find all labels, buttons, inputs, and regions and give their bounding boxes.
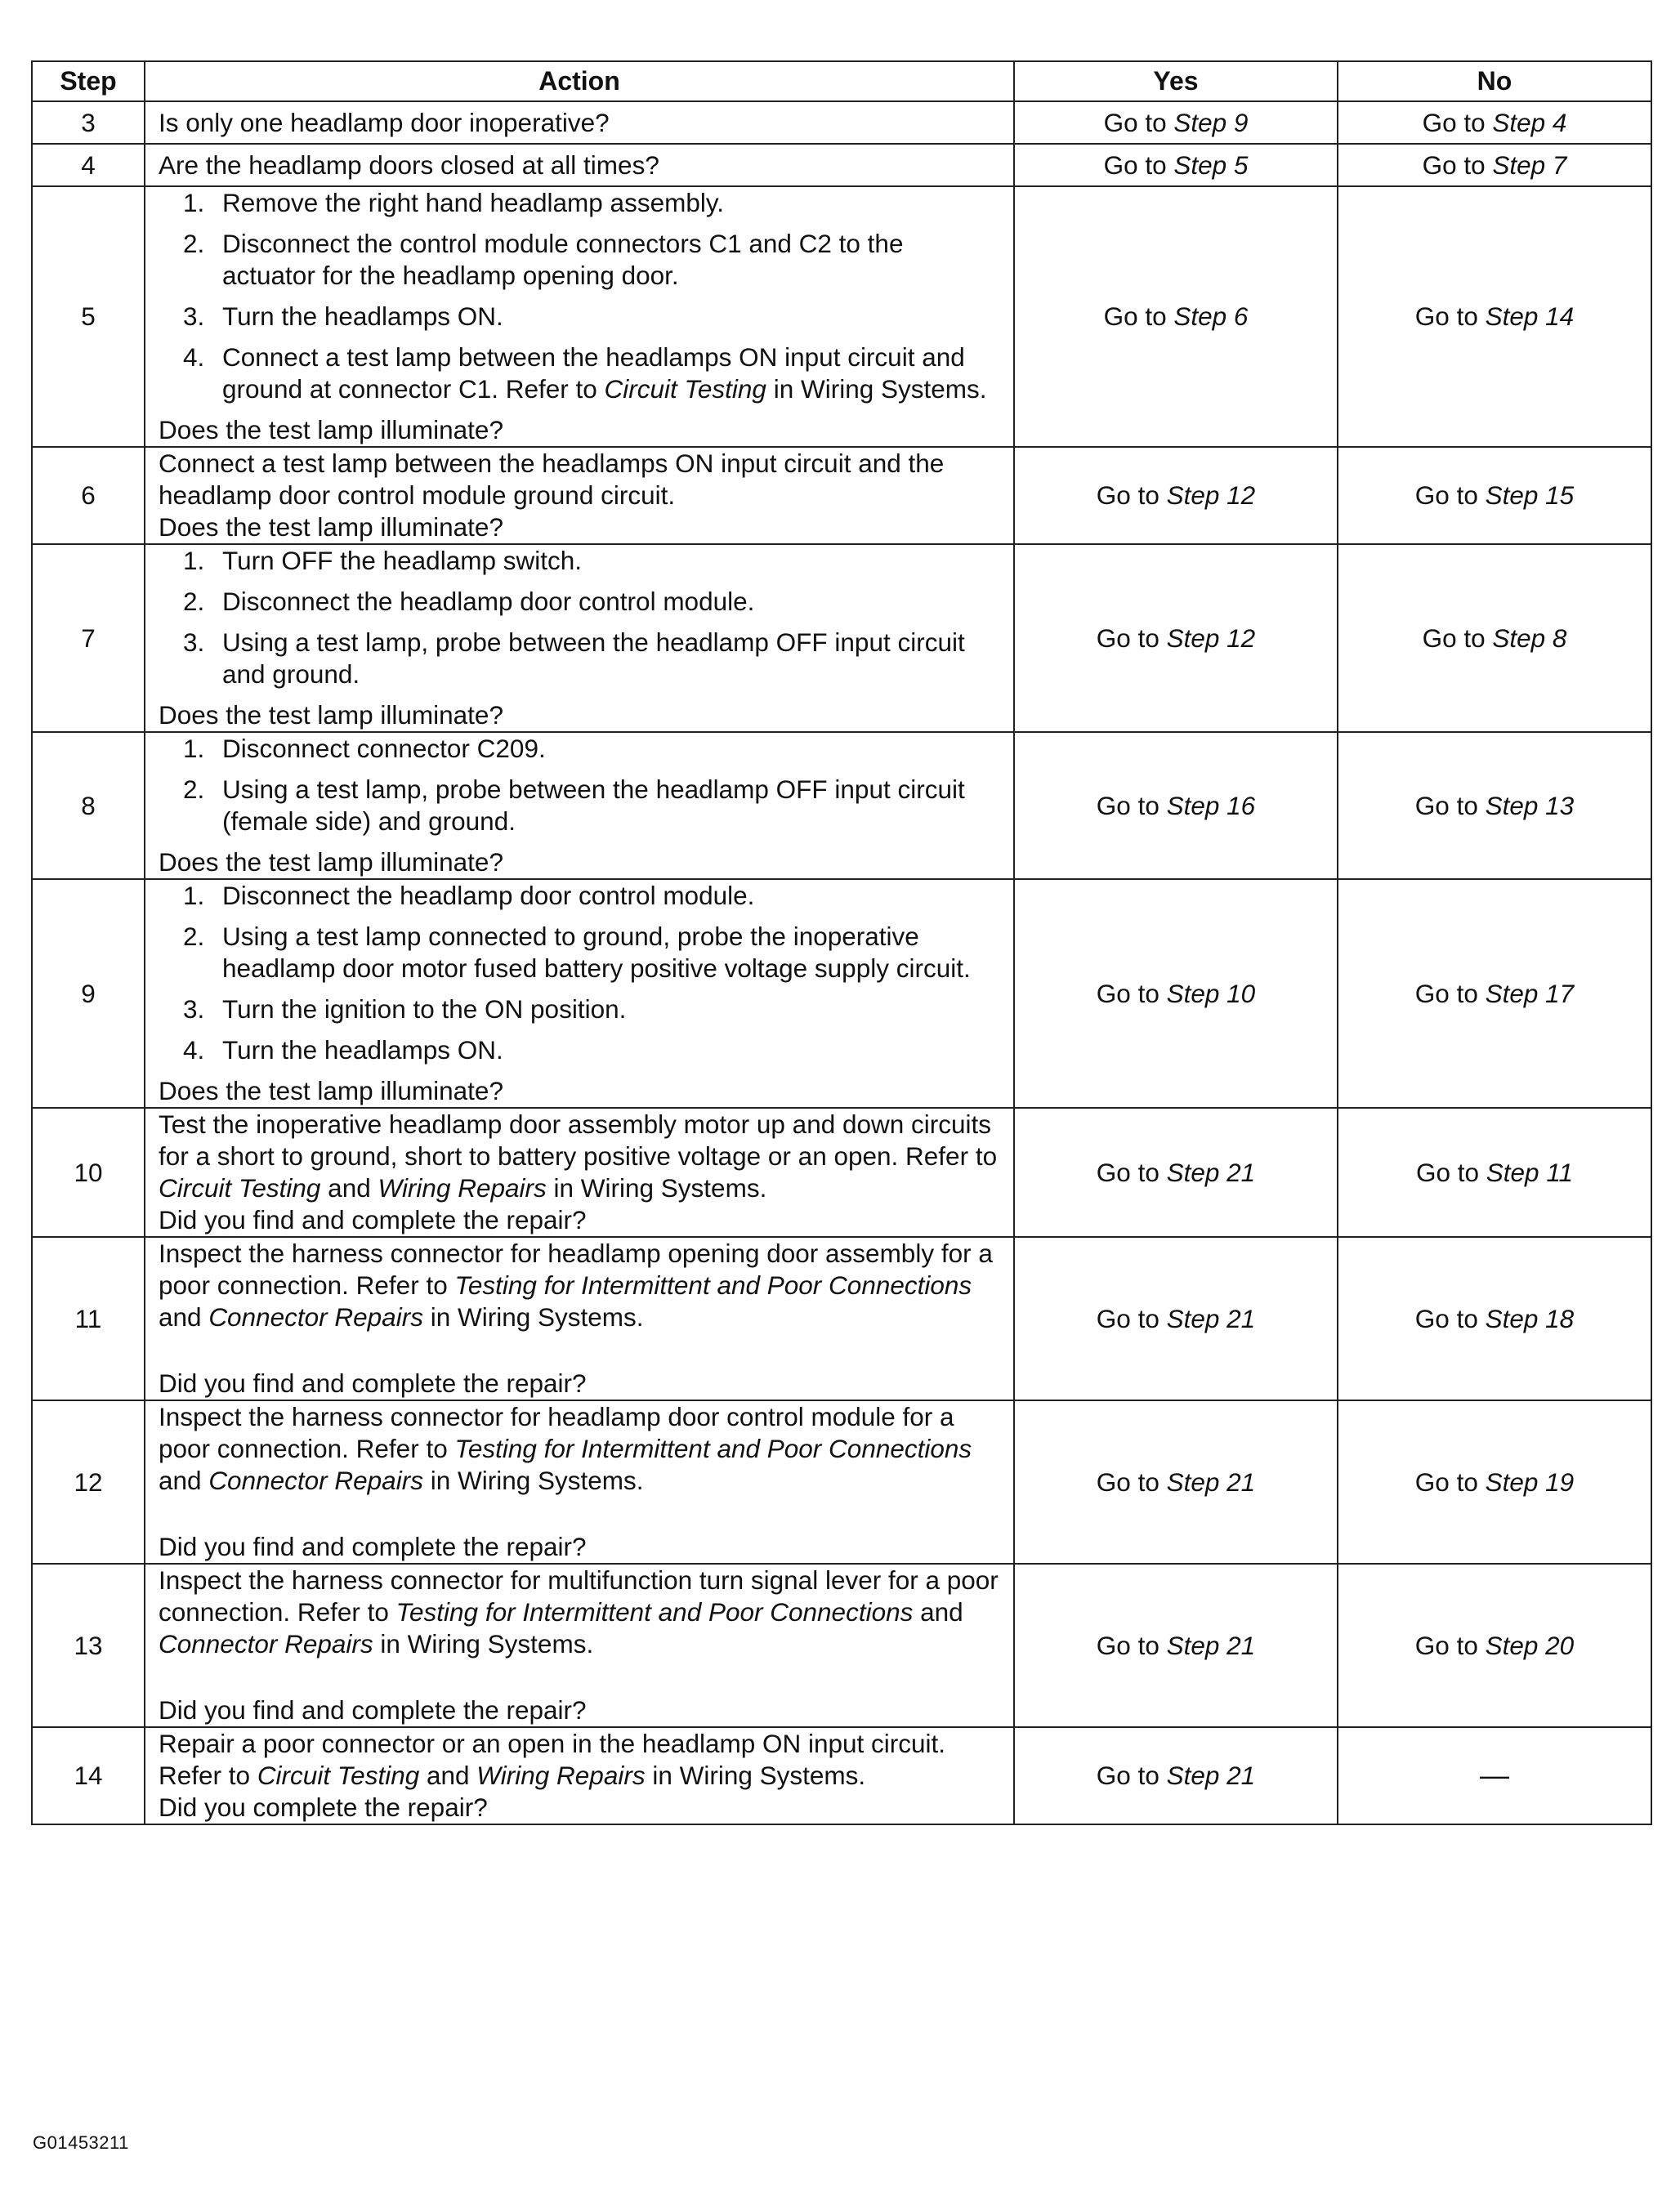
action-step-item bbox=[159, 545, 1000, 577]
text-segment: Inspect the harness connector for headlamp door control module for a poor connection. Refer to bbox=[159, 1402, 954, 1463]
table-row-step-11 bbox=[32, 1237, 1651, 1400]
table-row-step-13 bbox=[32, 1564, 1651, 1727]
reference-link: Connector Repairs bbox=[208, 1302, 423, 1332]
action-steps-list bbox=[159, 880, 1000, 1066]
yes-step-link: Step 16 bbox=[1166, 790, 1256, 820]
yes-prefix: Go to bbox=[1096, 1761, 1167, 1790]
yes-result bbox=[1014, 101, 1338, 144]
no-prefix: Go to bbox=[1422, 107, 1493, 137]
yes-step-link: Step 5 bbox=[1173, 150, 1249, 180]
action-cell bbox=[145, 186, 1014, 447]
item-text: Turn OFF the headlamp switch. bbox=[222, 546, 583, 575]
item-number: 2. bbox=[183, 775, 205, 804]
no-step-link: Step 17 bbox=[1485, 978, 1575, 1008]
item-text: Disconnect the headlamp door control module. bbox=[222, 587, 755, 616]
no-step-link: Step 20 bbox=[1485, 1630, 1575, 1660]
reference-link: Testing for Intermittent and Poor Connections bbox=[454, 1434, 972, 1463]
no-step-link: Step 8 bbox=[1492, 623, 1567, 653]
yes-prefix: Go to bbox=[1096, 790, 1167, 820]
action-question: Does the test lamp illuminate? bbox=[159, 415, 503, 444]
action-step-item bbox=[159, 342, 1000, 405]
yes-step-link: Step 21 bbox=[1166, 1761, 1256, 1790]
no-prefix: Go to bbox=[1414, 978, 1486, 1008]
no-result bbox=[1338, 544, 1651, 732]
text-segment: and bbox=[159, 1302, 209, 1332]
text-segment: in Wiring Systems. bbox=[546, 1173, 767, 1203]
yes-result bbox=[1014, 186, 1338, 447]
yes-step-link: Step 12 bbox=[1166, 623, 1256, 653]
no-prefix: Go to bbox=[1422, 623, 1493, 653]
no-result bbox=[1338, 1564, 1651, 1727]
diagnostic-table bbox=[31, 60, 1652, 1825]
reference-link: Wiring Repairs bbox=[476, 1761, 646, 1790]
yes-result bbox=[1014, 1237, 1338, 1400]
header-action: Action bbox=[145, 61, 1014, 101]
item-text: Turn the ignition to the ON position. bbox=[222, 994, 627, 1024]
diagnostic-table-container bbox=[31, 60, 1651, 1825]
action-step-item bbox=[159, 627, 1000, 690]
action-question: Is only one headlamp door inoperative? bbox=[145, 101, 1014, 144]
action-text bbox=[159, 1401, 1000, 1497]
no-step-link: Step 19 bbox=[1485, 1467, 1575, 1497]
item-text: Remove the right hand headlamp assembly. bbox=[222, 188, 725, 217]
reference-link: Testing for Intermittent and Poor Connections bbox=[395, 1597, 914, 1627]
yes-prefix: Go to bbox=[1096, 480, 1167, 510]
yes-step-link: Step 21 bbox=[1166, 1467, 1256, 1497]
yes-prefix: Go to bbox=[1096, 1157, 1167, 1187]
no-prefix: Go to bbox=[1422, 150, 1493, 180]
action-cell bbox=[145, 544, 1014, 732]
action-question: Does the test lamp illuminate? bbox=[159, 700, 503, 730]
table-row-step-6 bbox=[32, 447, 1651, 544]
action-step-item bbox=[159, 921, 1000, 984]
step-number: 8 bbox=[32, 732, 145, 879]
yes-result bbox=[1014, 544, 1338, 732]
no-step-link: Step 7 bbox=[1492, 150, 1567, 180]
action-step-item bbox=[159, 228, 1000, 292]
no-result bbox=[1338, 1727, 1651, 1824]
yes-prefix: Go to bbox=[1103, 150, 1174, 180]
yes-prefix: Go to bbox=[1096, 978, 1167, 1008]
yes-step-link: Step 12 bbox=[1166, 480, 1256, 510]
yes-prefix: Go to bbox=[1096, 1467, 1167, 1497]
step-number: 13 bbox=[32, 1564, 145, 1727]
no-result bbox=[1338, 1400, 1651, 1564]
item-number: 1. bbox=[183, 881, 205, 910]
yes-step-link: Step 21 bbox=[1166, 1157, 1256, 1187]
action-question: Did you find and complete the repair? bbox=[159, 1205, 587, 1234]
action-question: Did you find and complete the repair? bbox=[159, 1532, 587, 1561]
action-text bbox=[159, 1238, 1000, 1333]
no-step-link: Step 11 bbox=[1486, 1157, 1574, 1187]
action-cell bbox=[145, 1727, 1014, 1824]
action-step-item bbox=[159, 774, 1000, 837]
table-row-step-10 bbox=[32, 1108, 1651, 1237]
text-segment: Repair a poor connector or an open in the headlamp ON input circuit. Refer to bbox=[159, 1729, 946, 1790]
no-result bbox=[1338, 186, 1651, 447]
text-segment: Inspect the harness connector for multifunction turn signal lever for a poor connection. Refer to bbox=[159, 1565, 999, 1627]
no-step-link: Step 18 bbox=[1485, 1303, 1575, 1333]
action-text: Connect a test lamp between the headlamps ON input circuit and the headlamp door control module ground circuit. bbox=[159, 449, 945, 510]
yes-result bbox=[1014, 732, 1338, 879]
step-number: 7 bbox=[32, 544, 145, 732]
text-segment: and bbox=[913, 1597, 963, 1627]
action-question: Does the test lamp illuminate? bbox=[159, 847, 503, 877]
text-segment: and bbox=[159, 1466, 209, 1495]
yes-step-link: Step 10 bbox=[1166, 978, 1256, 1008]
table-row-step-7 bbox=[32, 544, 1651, 732]
no-result bbox=[1338, 101, 1651, 144]
no-prefix: Go to bbox=[1414, 1630, 1486, 1660]
no-result bbox=[1338, 879, 1651, 1108]
no-result bbox=[1338, 732, 1651, 879]
action-cell bbox=[145, 1108, 1014, 1237]
step-number: 11 bbox=[32, 1237, 145, 1400]
action-question: Did you find and complete the repair? bbox=[159, 1695, 587, 1725]
item-number: 1. bbox=[183, 546, 205, 575]
item-text: Disconnect connector C209. bbox=[222, 734, 546, 763]
item-number: 3. bbox=[183, 301, 205, 331]
yes-result bbox=[1014, 447, 1338, 544]
header-no: No bbox=[1338, 61, 1651, 101]
yes-step-link: Step 6 bbox=[1173, 301, 1249, 331]
step-number: 9 bbox=[32, 879, 145, 1108]
no-result bbox=[1338, 1237, 1651, 1400]
action-question: Are the headlamp doors closed at all times? bbox=[145, 144, 1014, 186]
action-step-item bbox=[159, 880, 1000, 912]
item-text: Using a test lamp, probe between the headlamp OFF input circuit (female side) and ground. bbox=[222, 775, 965, 836]
yes-result bbox=[1014, 879, 1338, 1108]
item-text: Connect a test lamp between the headlamps ON input circuit and ground at connector C1. Refer to bbox=[222, 342, 965, 404]
no-result bbox=[1338, 1108, 1651, 1237]
action-question: Does the test lamp illuminate? bbox=[159, 512, 503, 542]
table-row-step-14 bbox=[32, 1727, 1651, 1824]
action-steps-list bbox=[159, 187, 1000, 405]
action-steps-list bbox=[159, 733, 1000, 837]
action-steps-list bbox=[159, 545, 1000, 690]
step-number: 10 bbox=[32, 1108, 145, 1237]
step-number: 6 bbox=[32, 447, 145, 544]
item-text: Turn the headlamps ON. bbox=[222, 1035, 503, 1065]
table-row-step-3 bbox=[32, 101, 1651, 144]
reference-link: Circuit Testing bbox=[159, 1173, 321, 1203]
figure-id: G01453211 bbox=[33, 2132, 129, 2153]
item-number: 2. bbox=[183, 922, 205, 951]
action-text bbox=[159, 1109, 1000, 1204]
action-question: Does the test lamp illuminate? bbox=[159, 1076, 503, 1105]
item-number: 1. bbox=[183, 188, 205, 217]
action-step-item bbox=[159, 1034, 1000, 1066]
yes-result bbox=[1014, 1400, 1338, 1564]
no-step-link: Step 13 bbox=[1485, 790, 1575, 820]
text-segment: Test the inoperative headlamp door assembly motor up and down circuits for a short to ground, short to battery positive voltage or an open. Refer to bbox=[159, 1109, 998, 1171]
no-result bbox=[1338, 144, 1651, 186]
action-question: Did you find and complete the repair? bbox=[159, 1368, 587, 1398]
no-step-link: Step 4 bbox=[1492, 107, 1567, 137]
no-prefix: Go to bbox=[1414, 480, 1486, 510]
spacer bbox=[159, 1660, 1000, 1694]
yes-result bbox=[1014, 1727, 1338, 1824]
text-segment: and bbox=[320, 1173, 378, 1203]
step-number: 12 bbox=[32, 1400, 145, 1564]
yes-prefix: Go to bbox=[1103, 301, 1174, 331]
reference-link: Testing for Intermittent and Poor Connections bbox=[454, 1270, 972, 1300]
action-text bbox=[159, 1728, 1000, 1792]
text-segment: Inspect the harness connector for headlamp opening door assembly for a poor connection. Refer to bbox=[159, 1239, 993, 1300]
table-row-step-4 bbox=[32, 144, 1651, 186]
spacer bbox=[159, 1497, 1000, 1531]
yes-prefix: Go to bbox=[1096, 623, 1167, 653]
table-row-step-8 bbox=[32, 732, 1651, 879]
action-cell bbox=[145, 1400, 1014, 1564]
action-cell bbox=[145, 732, 1014, 879]
no-prefix: Go to bbox=[1415, 1157, 1486, 1187]
item-text: Using a test lamp, probe between the headlamp OFF input circuit and ground. bbox=[222, 627, 965, 689]
yes-result bbox=[1014, 1108, 1338, 1237]
item-text: in Wiring Systems. bbox=[766, 374, 987, 404]
action-cell bbox=[145, 1237, 1014, 1400]
item-number: 1. bbox=[183, 734, 205, 763]
reference-link: Circuit Testing bbox=[604, 374, 766, 404]
step-number: 3 bbox=[32, 101, 145, 144]
reference-link: Connector Repairs bbox=[159, 1629, 373, 1659]
text-segment: in Wiring Systems. bbox=[422, 1466, 644, 1495]
table-row-step-12 bbox=[32, 1400, 1651, 1564]
yes-prefix: Go to bbox=[1103, 107, 1174, 137]
item-number: 4. bbox=[183, 1035, 205, 1065]
item-text: Turn the headlamps ON. bbox=[222, 301, 503, 331]
no-step-link: Step 15 bbox=[1485, 480, 1575, 510]
no-result bbox=[1338, 447, 1651, 544]
yes-prefix: Go to bbox=[1096, 1303, 1167, 1333]
action-cell bbox=[145, 879, 1014, 1108]
item-text: Using a test lamp connected to ground, probe the inoperative headlamp door motor fused battery positive voltage supply circuit. bbox=[222, 922, 971, 983]
item-number: 2. bbox=[183, 587, 205, 616]
action-question: Did you complete the repair? bbox=[159, 1792, 488, 1822]
action-cell bbox=[145, 1564, 1014, 1727]
reference-link: Wiring Repairs bbox=[378, 1173, 547, 1203]
spacer bbox=[159, 1333, 1000, 1368]
action-step-item bbox=[159, 187, 1000, 219]
item-number: 3. bbox=[183, 627, 205, 657]
no-prefix: Go to bbox=[1414, 790, 1486, 820]
table-row-step-5 bbox=[32, 186, 1651, 447]
reference-link: Circuit Testing bbox=[257, 1761, 420, 1790]
action-step-item bbox=[159, 301, 1000, 333]
item-number: 4. bbox=[183, 342, 205, 372]
item-text: Disconnect the control module connectors C1 and C2 to the actuator for the headlamp opening door. bbox=[222, 229, 904, 290]
action-step-item bbox=[159, 733, 1000, 765]
table-row-step-9 bbox=[32, 879, 1651, 1108]
item-number: 3. bbox=[183, 994, 205, 1024]
yes-result bbox=[1014, 144, 1338, 186]
no-prefix: Go to bbox=[1414, 1467, 1486, 1497]
table-header-row bbox=[32, 61, 1651, 101]
header-step: Step bbox=[32, 61, 145, 101]
text-segment: in Wiring Systems. bbox=[645, 1761, 866, 1790]
yes-prefix: Go to bbox=[1096, 1630, 1167, 1660]
step-number: 4 bbox=[32, 144, 145, 186]
action-step-item bbox=[159, 993, 1000, 1025]
yes-result bbox=[1014, 1564, 1338, 1727]
header-yes: Yes bbox=[1014, 61, 1338, 101]
item-text: Disconnect the headlamp door control module. bbox=[222, 881, 755, 910]
action-text bbox=[159, 1565, 1000, 1660]
text-segment: and bbox=[419, 1761, 477, 1790]
text-segment: in Wiring Systems. bbox=[373, 1629, 594, 1659]
no-step-link: Step 14 bbox=[1485, 301, 1575, 331]
item-number: 2. bbox=[183, 229, 205, 258]
action-cell bbox=[145, 447, 1014, 544]
yes-step-link: Step 9 bbox=[1173, 107, 1249, 137]
text-segment: in Wiring Systems. bbox=[422, 1302, 644, 1332]
action-step-item bbox=[159, 586, 1000, 618]
no-prefix: Go to bbox=[1414, 1303, 1486, 1333]
yes-step-link: Step 21 bbox=[1166, 1303, 1256, 1333]
no-prefix: Go to bbox=[1414, 301, 1486, 331]
yes-step-link: Step 21 bbox=[1166, 1630, 1256, 1660]
no-result-dash: — bbox=[1480, 1758, 1509, 1792]
step-number: 14 bbox=[32, 1727, 145, 1824]
reference-link: Connector Repairs bbox=[208, 1466, 423, 1495]
step-number: 5 bbox=[32, 186, 145, 447]
